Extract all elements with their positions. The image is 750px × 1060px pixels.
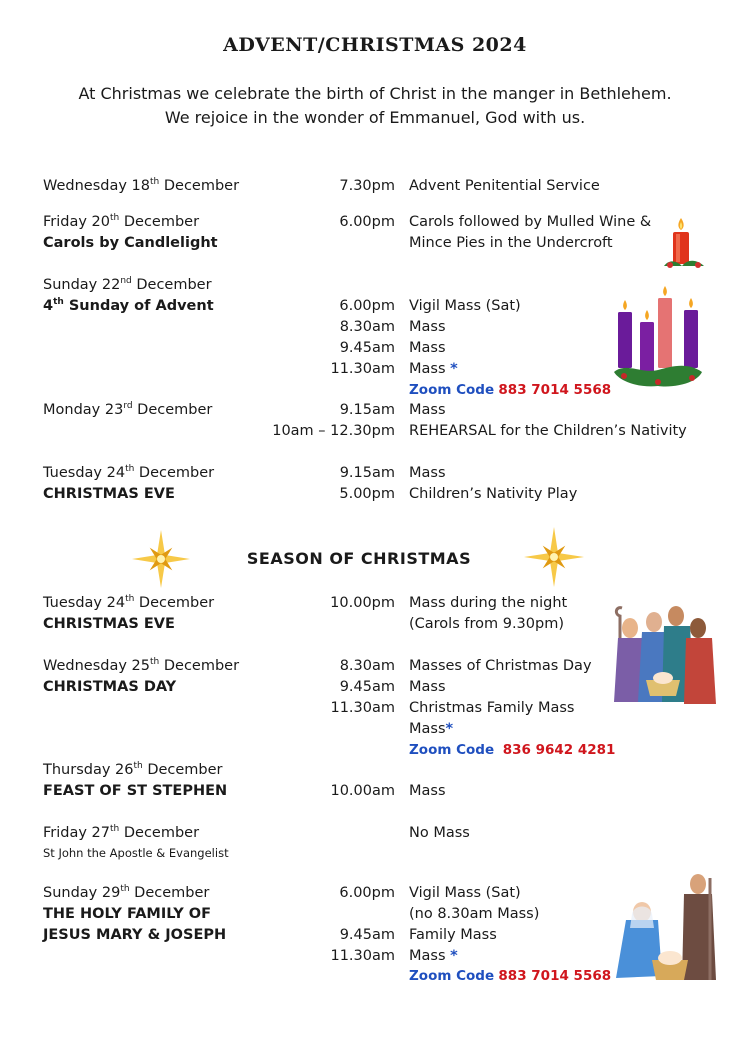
time-tue-24-christmas: 10.00pm [330, 595, 395, 611]
zoom-code-wed-25: Zoom Code 836 9642 4281 [409, 742, 616, 758]
date-mon-23: Monday 23rd December [43, 401, 213, 418]
asterisk-mark: * [450, 948, 458, 964]
date-sun-22: Sunday 22nd December [43, 276, 212, 293]
label-sun-29-line-2: JESUS MARY & JOSEPH [43, 927, 227, 943]
label-wed-25: CHRISTMAS DAY [43, 679, 177, 695]
time-mon-23-1: 9.15am [339, 402, 395, 418]
time-wed-25-1: 8.30am [339, 658, 395, 674]
time-tue-24-advent-2: 5.00pm [339, 486, 395, 502]
asterisk-mark: * [450, 361, 458, 377]
section-title-season: SEASON OF CHRISTMAS [246, 549, 472, 568]
intro-line-1: At Christmas we celebrate the birth of Christ in the manger in Bethlehem. [78, 84, 672, 103]
time-wed-25-3: 11.30am [330, 700, 395, 716]
intro-text [0, 82, 750, 130]
time-tue-24-advent-1: 9.15am [339, 465, 395, 481]
time-sun-22-3: 9.45am [339, 340, 395, 356]
time-sun-22-4: 11.30am [330, 361, 395, 377]
event-fri-20-line-2: Mince Pies in the Undercroft [409, 235, 613, 251]
event-wed-25-2: Mass [409, 679, 446, 695]
date-fri-27: Friday 27th December [43, 824, 200, 841]
date-fri-20: Friday 20th December [43, 213, 200, 230]
date-tue-24-christmas: Tuesday 24th December [43, 594, 215, 611]
date-tue-24-advent: Tuesday 24th December [43, 464, 215, 481]
event-sun-22-1: Vigil Mass (Sat) [409, 298, 521, 314]
event-mon-23-1: Mass [409, 402, 446, 418]
time-fri-20: 6.00pm [339, 214, 395, 230]
page-title: ADVENT/CHRISTMAS 2024 [223, 34, 527, 56]
label-tue-24-advent: CHRISTMAS EVE [43, 486, 175, 502]
event-tue-24-christmas-1: Mass during the night [409, 595, 568, 611]
holy-family-icon [612, 868, 724, 986]
event-wed-18: Advent Penitential Service [409, 178, 600, 194]
time-sun-29-2: 9.45am [339, 927, 395, 943]
event-fri-27: No Mass [409, 825, 470, 841]
event-sun-22-2: Mass [409, 319, 446, 335]
star-icon [522, 525, 586, 589]
zoom-code-sun-22: Zoom Code 883 7014 5568 [409, 382, 612, 398]
label-sun-29-line-1: THE HOLY FAMILY OF [43, 906, 212, 922]
event-sun-22-3: Mass [409, 340, 446, 356]
date-thu-26: Thursday 26th December [43, 761, 223, 778]
event-tue-24-advent-1: Mass [409, 465, 446, 481]
label-thu-26: FEAST OF ST STEPHEN [43, 783, 228, 799]
time-wed-25-2: 9.45am [339, 679, 395, 695]
zoom-code-sun-29: Zoom Code 883 7014 5568 [409, 968, 612, 984]
date-wed-25: Wednesday 25th December [43, 657, 240, 674]
time-wed-18: 7.30pm [339, 178, 395, 194]
time-thu-26: 10.00am [330, 783, 395, 799]
label-sun-22: 4th Sunday of Advent [43, 297, 214, 314]
event-sun-29-2: Family Mass [409, 927, 497, 943]
event-sun-22-4: Mass * [409, 361, 458, 377]
event-sun-29-3: Mass * [409, 948, 458, 964]
event-fri-20-line-1: Carols followed by Mulled Wine & [409, 214, 652, 230]
label-fri-20: Carols by Candlelight [43, 235, 218, 251]
event-mon-23-2: REHEARSAL for the Children’s Nativity [409, 423, 687, 439]
event-wed-25-3: Christmas Family Mass [409, 700, 575, 716]
star-icon [130, 528, 192, 590]
time-sun-29-1: 6.00pm [339, 885, 395, 901]
date-wed-18: Wednesday 18th December [43, 177, 240, 194]
event-thu-26: Mass [409, 783, 446, 799]
event-wed-25-1: Masses of Christmas Day [409, 658, 592, 674]
event-sun-29-1b: (no 8.30am Mass) [409, 906, 540, 922]
time-mon-23-2: 10am – 12.30pm [272, 423, 395, 439]
advent-wreath-icon [612, 282, 704, 390]
time-sun-22-2: 8.30am [339, 319, 395, 335]
event-tue-24-christmas-2: (Carols from 9.30pm) [409, 616, 564, 632]
asterisk-mark: * [445, 721, 454, 737]
time-sun-22-1: 6.00pm [339, 298, 395, 314]
date-sun-29: Sunday 29th December [43, 884, 210, 901]
time-sun-29-3: 11.30am [330, 948, 395, 964]
event-tue-24-advent-2: Children’s Nativity Play [409, 486, 578, 502]
label-fri-27: St John the Apostle & Evangelist [43, 846, 229, 860]
candle-icon [660, 214, 708, 272]
event-sun-29-1: Vigil Mass (Sat) [409, 885, 521, 901]
event-wed-25-4: Mass* [409, 721, 454, 737]
label-tue-24-christmas: CHRISTMAS EVE [43, 616, 175, 632]
nativity-scene-icon [606, 598, 720, 710]
intro-line-2: We rejoice in the wonder of Emmanuel, God with us. [164, 108, 586, 127]
